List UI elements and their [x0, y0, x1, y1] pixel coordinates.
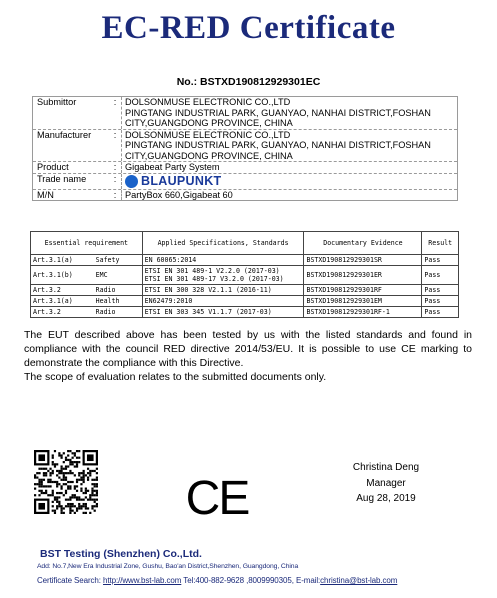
- product-label: Product: [37, 162, 69, 172]
- manufacturer-label: Manufacturer: [37, 129, 92, 140]
- standard-cell: EN62479:2010: [142, 296, 304, 307]
- colon: :: [113, 173, 117, 184]
- model-label: M/N: [37, 189, 54, 200]
- result-cell: Pass: [422, 255, 459, 266]
- signature-date: Aug 28, 2019: [356, 493, 416, 504]
- standard-line: ETSI EN 301 489-1 V2.2.0 (2017-03): [144, 267, 280, 275]
- submittor-row: [33, 97, 457, 129]
- email-link[interactable]: christina@bst-lab.com: [320, 576, 398, 585]
- brand-logo-text: BLAUPUNKT: [141, 174, 222, 188]
- product-row: [33, 161, 457, 173]
- header-requirement: Essential requirement: [31, 232, 143, 255]
- colon: :: [113, 97, 117, 107]
- category-cell: Safety: [94, 255, 143, 266]
- result-cell: Pass: [422, 266, 459, 285]
- lab-name: BST Testing (Shenzhen) Co.,Ltd.: [40, 548, 202, 560]
- manufacturer-line: CITY,GUANGDONG PROVINCE, CHINA: [125, 150, 293, 161]
- signatory-name: Christina Deng: [352, 462, 420, 473]
- submittor-line: DOLSONMUSE ELECTRONIC CO.,LTD: [125, 97, 291, 107]
- evidence-cell: BSTXD190812929301RF-1: [304, 307, 422, 318]
- website-link[interactable]: http://www.bst-lab.com: [103, 576, 182, 585]
- standard-cell: ETSI EN 303 345 V1.1.7 (2017-03): [142, 307, 304, 318]
- submittor-label: Submittor: [37, 97, 77, 107]
- qr-code-icon: [34, 450, 98, 514]
- submittor-line: PINGTANG INDUSTRIAL PARK, GUANYAO, NANHAI DISTRICT,FOSHAN: [125, 107, 431, 118]
- model-row: [33, 189, 457, 201]
- evidence-cell: BSTXD190812929301EM: [304, 296, 422, 307]
- evidence-cell: BSTXD190812929301SR: [304, 255, 422, 266]
- requirement-cell: Art.3.1(a): [31, 296, 94, 307]
- statement-paragraph: The EUT described above has been tested by us with the listed standards and found in compliance with the council RED directive 2014/53/EU. It is possible to use CE marking to demonstrate the compliance with this Directive.: [24, 329, 472, 369]
- header-result: Result: [422, 232, 459, 255]
- requirement-cell: Art.3.2: [31, 307, 94, 318]
- ce-mark-text: CE: [185, 472, 249, 520]
- certificate-search-line: [37, 576, 397, 585]
- category-cell: Radio: [94, 285, 143, 296]
- manufacturer-value: [121, 130, 457, 162]
- table-row: [31, 266, 459, 285]
- evidence-cell: BSTXD190812929301RF: [304, 285, 422, 296]
- lab-address: Add: No.7,New Era Industrial Zone, Gushu, Bao'an District,Shenzhen, Guangdong, China: [37, 563, 299, 570]
- trade-name-label: Trade name: [37, 173, 87, 184]
- requirement-cell: Art.3.1(a): [31, 255, 94, 266]
- category-cell: EMC: [94, 266, 143, 285]
- manufacturer-line: DOLSONMUSE ELECTRONIC CO.,LTD: [125, 129, 291, 140]
- compliance-statement: [24, 328, 472, 384]
- category-cell: Health: [94, 296, 143, 307]
- certificate-title: EC-RED Certificate: [101, 10, 396, 46]
- telephone: Tel:400-882-9628 ,8009990305,: [183, 576, 294, 585]
- signatory-role: Manager: [366, 477, 406, 489]
- ce-mark-icon: [177, 470, 257, 520]
- standard-cell: ETSI EN 300 328 V2.1.1 (2016-11): [142, 285, 304, 296]
- applicant-info-table: [32, 96, 458, 201]
- category-cell: Radio: [94, 307, 143, 318]
- model-value: PartyBox 660,Gigabeat 60: [125, 189, 233, 200]
- standard-cell: EN 60065:2014: [142, 255, 304, 266]
- colon: :: [113, 129, 117, 140]
- result-cell: Pass: [422, 307, 459, 318]
- evidence-cell: BSTXD190812929301ER: [304, 266, 422, 285]
- header-specifications: Applied Specifications, Standards: [142, 232, 304, 255]
- submittor-line: CITY,GUANGDONG PROVINCE, CHINA: [125, 118, 293, 128]
- standards-table: [30, 231, 459, 318]
- standard-line: ETSI EN 301 489-17 V3.2.0 (2017-03): [144, 275, 284, 283]
- signature-block: [330, 460, 442, 507]
- scope-paragraph: The scope of evaluation relates to the submitted documents only.: [24, 371, 327, 383]
- requirement-cell: Art.3.2: [31, 285, 94, 296]
- table-row: [31, 285, 459, 296]
- colon: :: [113, 162, 117, 172]
- brand-dot-icon: [125, 175, 138, 188]
- trade-name-row: [33, 173, 457, 189]
- colon: :: [113, 189, 117, 200]
- standard-cell: [142, 266, 304, 285]
- search-label: Certificate Search:: [37, 576, 101, 585]
- manufacturer-row: [33, 129, 457, 162]
- table-row: [31, 296, 459, 307]
- manufacturer-line: PINGTANG INDUSTRIAL PARK, GUANYAO, NANHAI DISTRICT,FOSHAN: [125, 140, 431, 150]
- header-evidence: Documentary Evidence: [304, 232, 422, 255]
- result-cell: Pass: [422, 296, 459, 307]
- requirement-cell: Art.3.1(b): [31, 266, 94, 285]
- email-label: E-mail:: [295, 576, 321, 585]
- certificate-number: No.: BSTXD190812929301EC: [176, 76, 321, 88]
- result-cell: Pass: [422, 285, 459, 296]
- blaupunkt-logo: [125, 174, 457, 189]
- submittor-value: [121, 97, 457, 129]
- table-row: [31, 255, 459, 266]
- standards-header-row: [31, 232, 459, 255]
- product-value: Gigabeat Party System: [125, 162, 220, 172]
- table-row: [31, 307, 459, 318]
